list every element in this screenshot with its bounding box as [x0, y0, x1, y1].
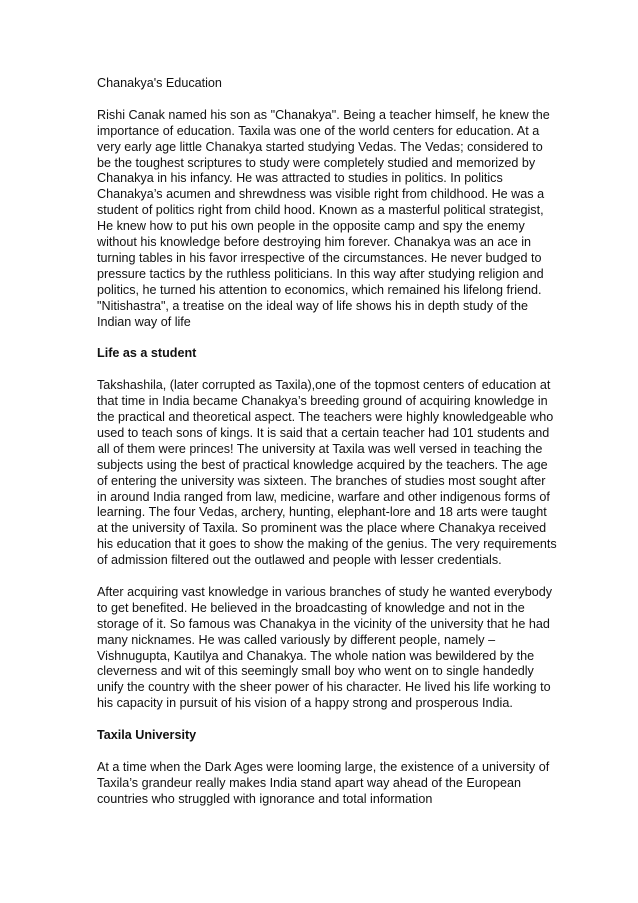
- heading-life-as-a-student: Life as a student: [97, 346, 197, 361]
- paragraph-after-acquiring-knowledge: After acquiring vast knowledge in various branches of study he wanted everybody to get benefited. He believed in the broadcasting of knowledge and not in the storage of it. So famous was Chanakya in the vicinity of the university that he had many nicknames. He was called variously by different people, namely – Vishnugupta, Kautilya and Chanakya. The whole nation was bewildered by the cleverness and wit of this seemingly small boy who went on to single handedly unify the country with the sheer power of his character. He lived his life working to his capacity in pursuit of his vision of a happy strong and prosperous India.: [97, 584, 553, 711]
- heading-taxila-university: Taxila University: [97, 728, 197, 743]
- document-page: [97, 76, 557, 808]
- document-title: Chanakya's Education: [97, 76, 222, 90]
- paragraph-chanakya-education: Rishi Canak named his son as "Chanakya". Being a teacher himself, he knew the importance of education. Taxila was one of the world centers for education. At a very early age little Chanakya started studying Vedas. The Vedas; considered to be the toughest scriptures to study were completely studied and memorized by Chanakya in his infancy. He was attracted to studies in politics. In politics Chanakya’s acumen and shrewdness was visible right from childhood. He was a student of politics right from child hood. Known as a masterful political strategist, He knew how to put his own people in the opposite camp and spy the enemy without his knowledge before destroying him forever. Chanakya was an ace in turning tables in his favor irrespective of the circumstances. He never budged to pressure tactics by the ruthless politicians. In this way after studying religion and politics, he turned his attention to economics, which remained his lifelong friend. "Nitishastra", a treatise on the ideal way of life shows his in depth study of the Indian way of life: [97, 107, 550, 329]
- paragraph-takshashila: Takshashila, (later corrupted as Taxila),one of the topmost centers of education at that time in India became Chanakya’s breeding ground of acquiring knowledge in the practical and theoretical aspect. The teachers were highly knowledgeable who used to teach sons of kings. It is said that a certain teacher had 101 students and all of them were princes! The university at Taxila was well versed in teaching the subjects using the best of practical knowledge acquired by the teachers. The age of entering the university was sixteen. The branches of studies most sought after in around India ranged from law, medicine, warfare and other indigenous forms of learning. The four Vedas, archery, hunting, elephant-lore and 18 arts were taught at the university of Taxila. So prominent was the place where Chanakya received his education that it goes to show the making of the genius. The very requirements of admission filtered out the outlawed and people with lesser credentials.: [97, 378, 557, 568]
- paragraph-dark-ages: At a time when the Dark Ages were looming large, the existence of a university of Taxila’s grandeur really makes India stand apart way ahead of the European countries who struggled with ignorance and total information: [97, 759, 550, 806]
